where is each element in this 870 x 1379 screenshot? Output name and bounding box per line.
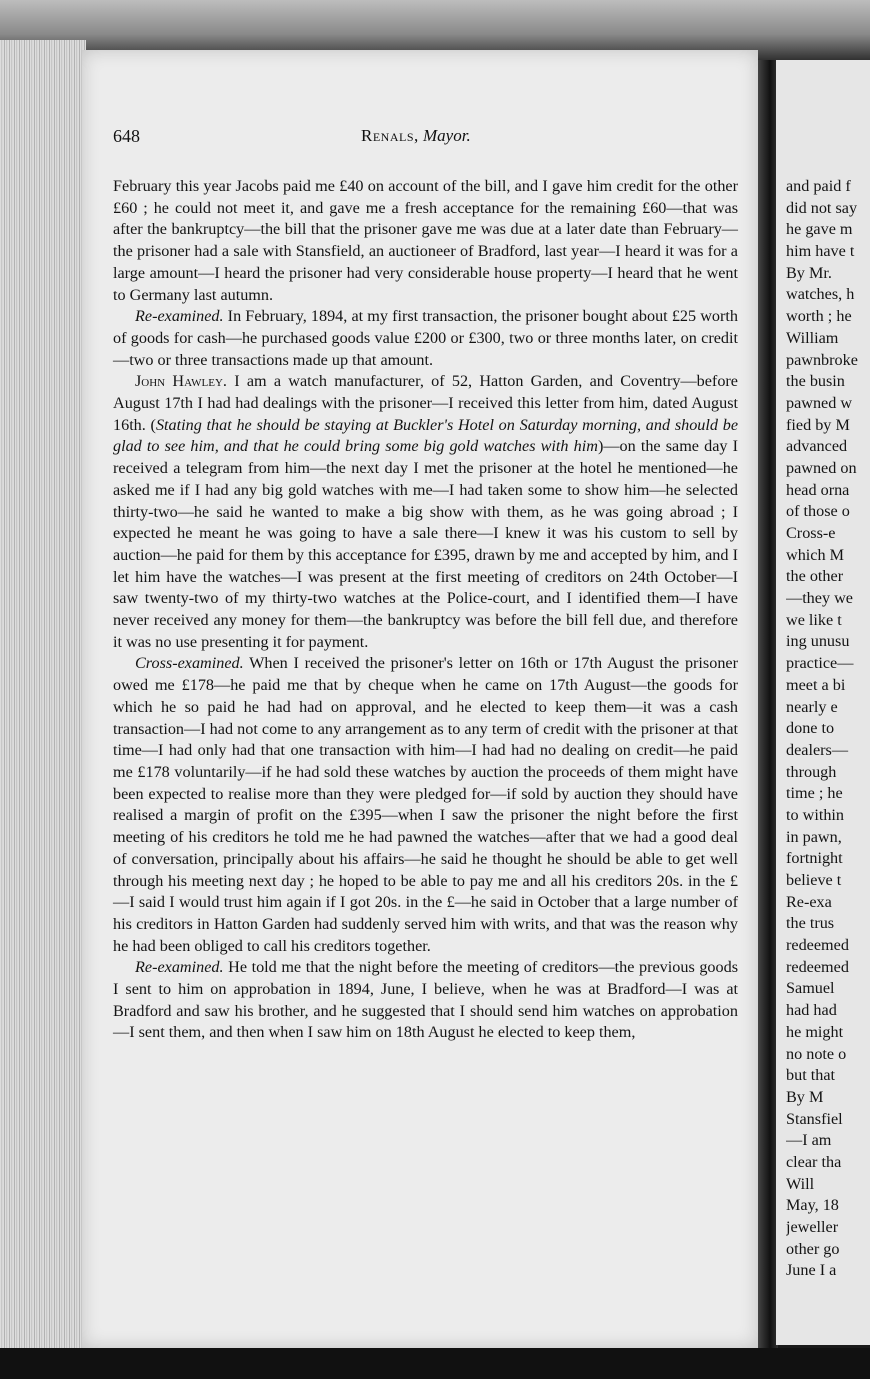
facing-page-line: worth ; he xyxy=(786,307,852,326)
book-bottom-edge xyxy=(0,1348,870,1379)
running-title-role: Mayor. xyxy=(423,126,471,145)
paragraph-3-text-b: )—on the same day I received a telegram from him—the next day I met the prisoner at the hotel he mentioned—he asked me if I had any big gold watches with me—I had taken some to show him—he selected thirty-two—he said he wanted to make a big show with them, as he was going abroad ; I expected he meant he was going to have a sale there—I knew it was his custom to sell by auction—he paid for them by this acceptance for £395, drawn by me and accepted by him, and I let him have the watches—I was present at the first meeting of creditors on 24th October—I saw twenty-two of my thirty-two watches at the Police-court, and I identified them—I have never received any money for them—the bankruptcy was before the bill fell due, and therefore it was no use presenting it for payment. xyxy=(113,437,738,651)
facing-page-line: done to xyxy=(786,719,835,738)
facing-page-line: we like t xyxy=(786,610,842,629)
paragraph-5 xyxy=(113,957,738,1044)
facing-page-line: watches, h xyxy=(786,285,855,304)
letter-summary: Stating that he should be staying at Buckler's Hotel on Saturday morning, and should be glad to see him, and that he could bring some big gold watches with him xyxy=(113,415,738,456)
facing-page-line: redeemed xyxy=(786,957,849,976)
facing-page-line: jeweller xyxy=(786,1218,839,1236)
main-column xyxy=(113,176,738,1044)
facing-page-line: he might xyxy=(786,1022,844,1041)
paragraph-4-text: When I received the prisoner's letter on 16th or 17th August the prisoner owed me £178—he paid me that by cheque when he came on 17th August—the goods for which he so paid he had had on approval, and he elected to keep them—it was a cash transaction—I had not come to any arrangement as to any term of credit with the prisoner at that time—I had only had that one transaction with him—I had had no dealing on credit—he paid me £178 voluntarily—if he had sold these watches by auction the proceeds of them might have been expected to realise more than they were pledged for—if sold by auction they should have realised a margin of profit on the £395—when I saw the prisoner the night before the first meeting of his creditors he told me he had pawned the watches—after that we had a good deal of conversation, principally about his affairs—he said he thought he should be able to get well through his meeting next day ; he hoped to be able to pay me and all his creditors 20s. in the £—I said I would trust him again if I got 20s. in the £—he said in October that a large number of his creditors in Hatton Garden had suddenly served him with writs, and that was the reason why he had been obliged to call his creditors together. xyxy=(113,654,738,955)
facing-page-line: meet a bi xyxy=(786,675,846,694)
facing-page-line: Cross-e xyxy=(786,524,836,542)
facing-page-line: through xyxy=(786,762,837,781)
facing-page-line: which M xyxy=(786,545,844,564)
facing-page-line: did not say xyxy=(786,198,858,217)
facing-page-line: practice— xyxy=(786,654,854,673)
facing-page-line: Samuel xyxy=(786,979,835,998)
page-number: 648 xyxy=(113,126,140,146)
facing-page-line: other go xyxy=(786,1239,840,1258)
facing-page-line: but that xyxy=(786,1066,836,1085)
facing-page-line: him have t xyxy=(786,242,855,261)
facing-page-line: nearly e xyxy=(786,697,838,716)
facing-page-line: June I a xyxy=(786,1261,837,1280)
facing-page-line: William xyxy=(786,328,839,347)
paragraph-2 xyxy=(113,306,738,371)
paragraph-5-text: He told me that the night before the meeting of creditors—the previous goods I sent to him on approbation in 1894, June, I believe, when he was at Bradford—I was at Bradford and saw his brother, and he suggested that I should send him watches on approbation—I sent them, and then when I saw him on 18th August he elected to keep them, xyxy=(113,958,738,1042)
facing-page-line: By M xyxy=(786,1087,824,1106)
cross-examined-label: Cross-examined. xyxy=(135,654,244,673)
facing-page-line: in pawn, xyxy=(786,827,842,846)
facing-page-line: the other xyxy=(786,567,844,586)
book-page-edges xyxy=(0,40,86,1350)
paragraph-3 xyxy=(113,371,738,653)
facing-page-line: —I am xyxy=(786,1131,832,1150)
book-gutter xyxy=(758,60,778,1360)
facing-page-line: advanced xyxy=(786,437,848,456)
re-examined-label-2: Re-examined. xyxy=(135,958,224,977)
paragraph-2-text: In February, 1894, at my first transaction, the prisoner bought about £25 worth of goods for cash—he purchased goods value £200 or £300, two or three months later, on credit—two or three transactions made up that amount. xyxy=(113,307,738,369)
facing-page-line: of those o xyxy=(786,502,850,521)
facing-page-column xyxy=(786,176,870,1282)
facing-page-line: and paid f xyxy=(786,177,851,195)
facing-page-line: Re-exa xyxy=(786,892,832,911)
facing-page-line: pawned on xyxy=(786,458,857,477)
facing-page-line: ing unusu xyxy=(786,632,850,651)
running-title-name: Renals, xyxy=(361,126,419,145)
running-title xyxy=(361,126,471,146)
paragraph-1 xyxy=(113,176,738,306)
running-header xyxy=(113,126,733,156)
facing-page-line: to within xyxy=(786,805,845,824)
facing-page-line: redeemed xyxy=(786,936,849,955)
facing-page-line: had had xyxy=(786,1001,837,1020)
paragraph-3-text-a: I am a watch manufacturer, of 52, Hatton Garden, and Coventry—before August 17th I had had dealings with the prisoner—I received this letter from him, dated August 16th. ( xyxy=(113,372,738,434)
facing-page-line: pawned w xyxy=(786,393,853,412)
paragraph-4 xyxy=(113,653,738,957)
paragraph-1-text: February this year Jacobs paid me £40 on account of the bill, and I gave him credit for the other £60 ; he could not meet it, and gave me a fresh acceptance for the remaining £60—that was after the bankruptcy—the bill that the prisoner gave me was due at a later date than February—the prisoner had a sale with Stansfield, an auctioneer of Bradford, last year—I heard it was for a large amount—I heard the prisoner had very considerable house property—I heard that he went to Germany last autumn. xyxy=(113,177,738,304)
facing-page-line: time ; he xyxy=(786,784,843,803)
facing-page-line: dealers— xyxy=(786,740,849,759)
facing-page-line: pawnbroke xyxy=(786,350,858,369)
facing-page-line: believe t xyxy=(786,871,842,889)
facing-page-line: By Mr. xyxy=(786,263,832,282)
facing-page-line: he gave m xyxy=(786,220,853,239)
facing-page-line: no note o xyxy=(786,1044,847,1063)
facing-page-line: clear tha xyxy=(786,1152,842,1171)
facing-page-line: the busin xyxy=(786,372,845,391)
facing-page-line: Will xyxy=(786,1174,815,1193)
facing-page-line: fortnight xyxy=(786,849,843,868)
re-examined-label: Re-examined. xyxy=(135,307,224,326)
facing-page-line: Stansfiel xyxy=(786,1109,843,1128)
witness-name: John Hawley. xyxy=(135,372,227,391)
facing-page-line: fied by M xyxy=(786,415,850,434)
facing-page-line: —they we xyxy=(786,589,853,608)
facing-page-line: head orna xyxy=(786,480,850,499)
facing-page-line: May, 18 xyxy=(786,1196,839,1215)
facing-page-line: the trus xyxy=(786,914,835,933)
